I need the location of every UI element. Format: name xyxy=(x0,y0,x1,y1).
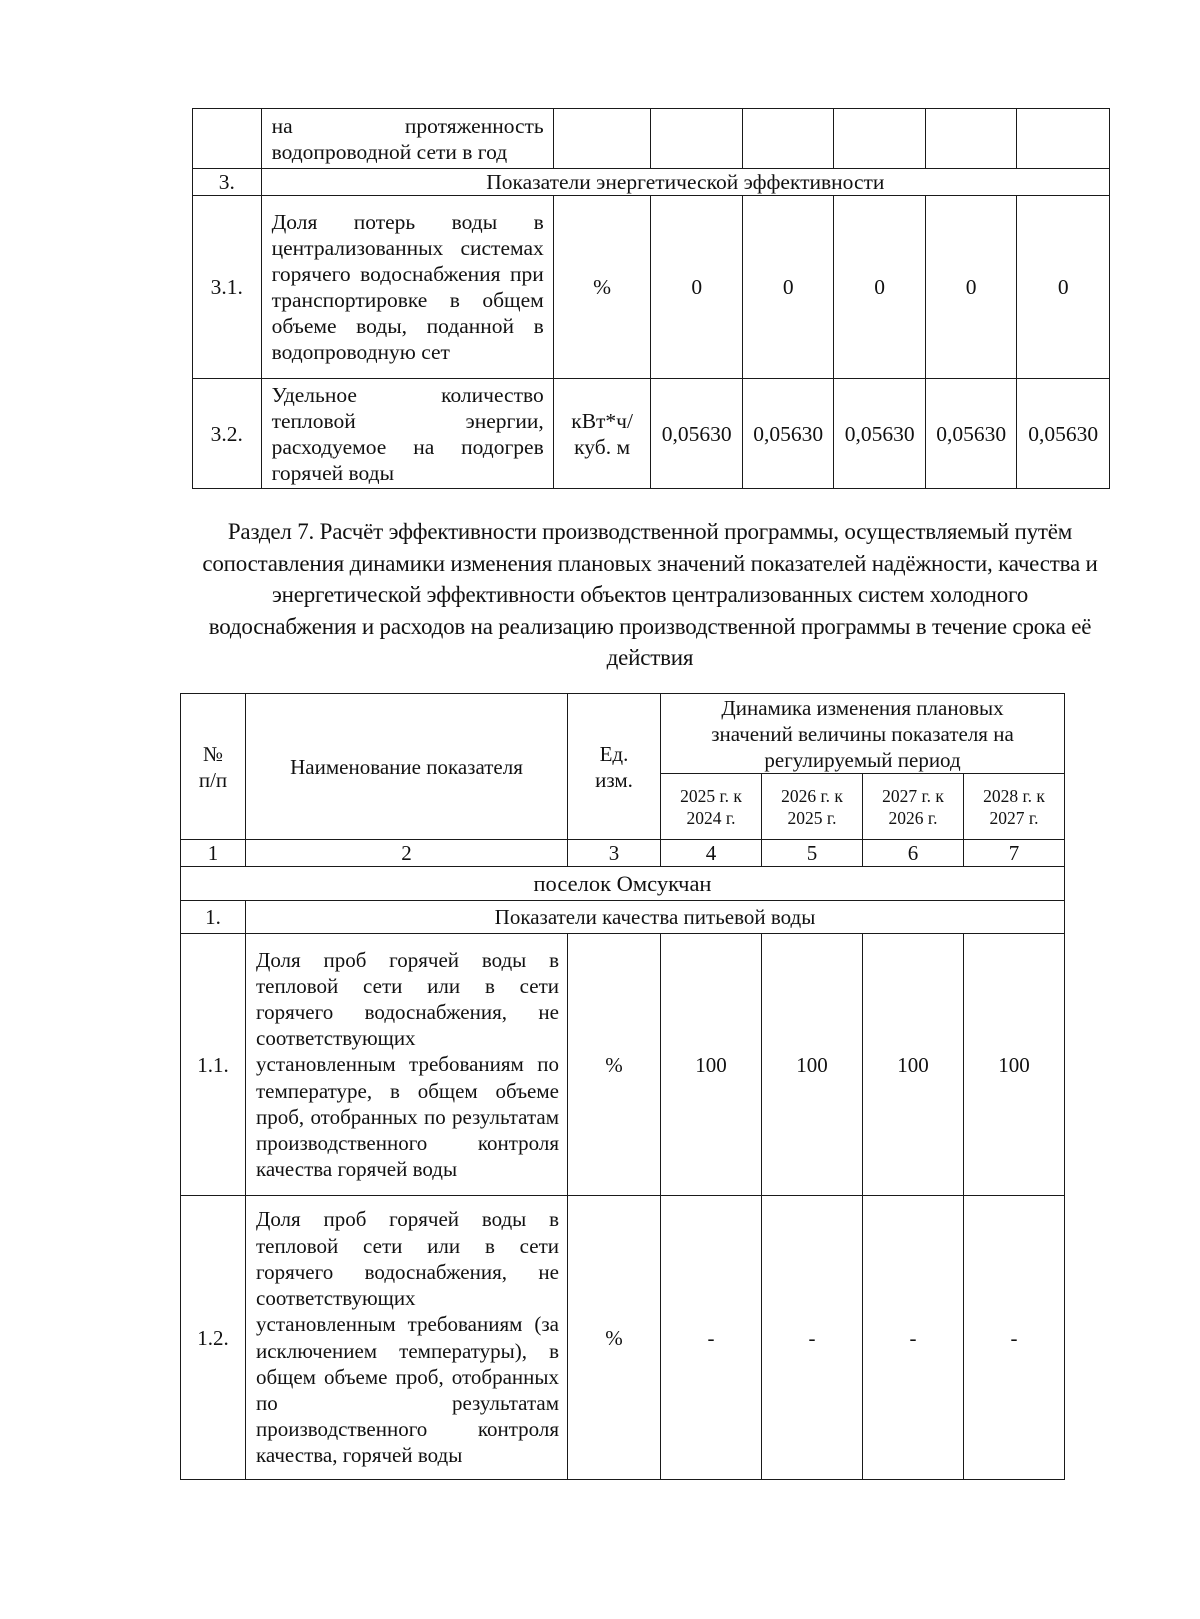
unit-cell: кВт*ч/ куб. м xyxy=(553,379,651,489)
value-cell: 100 xyxy=(964,934,1065,1196)
value-cell xyxy=(1017,109,1110,169)
indicator-name: Доля потерь воды в централизованных системах горячего водоснабжения при транспортировке в общем объеме воды, поданной в водопроводную сет xyxy=(261,196,553,379)
value-cell: - xyxy=(661,1196,762,1480)
value-cell: 0 xyxy=(834,196,925,379)
value-cell xyxy=(925,109,1016,169)
section-title: Показатели качества питьевой воды xyxy=(246,901,1065,934)
column-number: 7 xyxy=(964,840,1065,867)
row-number xyxy=(193,109,262,169)
column-number: 5 xyxy=(762,840,863,867)
value-cell xyxy=(742,109,833,169)
section-heading: Раздел 7. Расчёт эффективности производственной программы, осуществляемый путём сопоставления динамики изменения плановых значений показателей надёжности, качества и энергетической эффективности объектов централизованных систем холодного водоснабжения и расходов на реализацию производственной программы в течение срока её действия xyxy=(202,519,1098,670)
indicator-name: на протяженность водопроводной сети в год xyxy=(261,109,553,169)
value-cell: 100 xyxy=(661,934,762,1196)
value-cell: 0,05630 xyxy=(1017,379,1110,489)
row-number: 1.2. xyxy=(181,1196,246,1480)
indicator-name: Доля проб горячей воды в тепловой сети или в сети горячего водоснабжения, не соответствующих установленным требованиям (за исключением температуры), в общем объеме проб, отобранных по результатам производственного контроля качества, горячей воды xyxy=(246,1196,568,1480)
value-cell: - xyxy=(863,1196,964,1480)
indicator-name: Удельное количество тепловой энергии, расходуемое на подогрев горячей воды xyxy=(261,379,553,489)
header-period: 2025 г. к 2024 г. xyxy=(661,774,762,840)
header-unit: Ед. изм. xyxy=(568,694,661,840)
table-row xyxy=(193,109,1110,169)
value-cell: 0,05630 xyxy=(834,379,925,489)
unit-cell xyxy=(553,109,651,169)
unit-cell: % xyxy=(568,934,661,1196)
value-cell: 0,05630 xyxy=(925,379,1016,489)
value-cell: 0 xyxy=(742,196,833,379)
table-row xyxy=(181,1196,1065,1480)
header-name: Наименование показателя xyxy=(246,694,568,840)
value-cell xyxy=(651,109,742,169)
value-cell: 0 xyxy=(651,196,742,379)
section-number: 1. xyxy=(181,901,246,934)
column-number: 2 xyxy=(246,840,568,867)
value-cell: 0,05630 xyxy=(651,379,742,489)
row-number: 1.1. xyxy=(181,934,246,1196)
location-row xyxy=(181,867,1065,901)
value-cell: 100 xyxy=(863,934,964,1196)
column-number: 1 xyxy=(181,840,246,867)
header-period: 2027 г. к 2026 г. xyxy=(863,774,964,840)
column-number: 6 xyxy=(863,840,964,867)
section-row xyxy=(193,169,1110,196)
value-cell xyxy=(834,109,925,169)
unit-cell: % xyxy=(568,1196,661,1480)
unit-cell: % xyxy=(553,196,651,379)
efficiency-calculation-table xyxy=(180,693,1065,1480)
table-row xyxy=(181,934,1065,1196)
column-number: 4 xyxy=(661,840,762,867)
value-cell: 0 xyxy=(1017,196,1110,379)
table-row xyxy=(193,196,1110,379)
section-title: Показатели энергетической эффективности xyxy=(261,169,1109,196)
location-title: поселок Омсукчан xyxy=(181,867,1065,901)
section-number: 3. xyxy=(193,169,262,196)
table-row xyxy=(193,379,1110,489)
section-row xyxy=(181,901,1065,934)
row-number: 3.1. xyxy=(193,196,262,379)
column-number: 3 xyxy=(568,840,661,867)
value-cell: - xyxy=(964,1196,1065,1480)
header-period: 2028 г. к 2027 г. xyxy=(964,774,1065,840)
indicator-name: Доля проб горячей воды в тепловой сети или в сети горячего водоснабжения, не соответствующих установленным требованиям по температуре, в общем объеме проб, отобранных по результатам производственного контроля качества горячей воды xyxy=(246,934,568,1196)
value-cell: 0 xyxy=(925,196,1016,379)
value-cell: - xyxy=(762,1196,863,1480)
header-row xyxy=(181,694,1065,774)
value-cell: 0,05630 xyxy=(742,379,833,489)
column-numbers-row xyxy=(181,840,1065,867)
energy-efficiency-table xyxy=(192,108,1110,489)
header-period: 2026 г. к 2025 г. xyxy=(762,774,863,840)
header-dynamics: Динамика изменения плановых значений величины показателя на регулируемый период xyxy=(661,694,1065,774)
row-number: 3.2. xyxy=(193,379,262,489)
value-cell: 100 xyxy=(762,934,863,1196)
header-num: № п/п xyxy=(181,694,246,840)
